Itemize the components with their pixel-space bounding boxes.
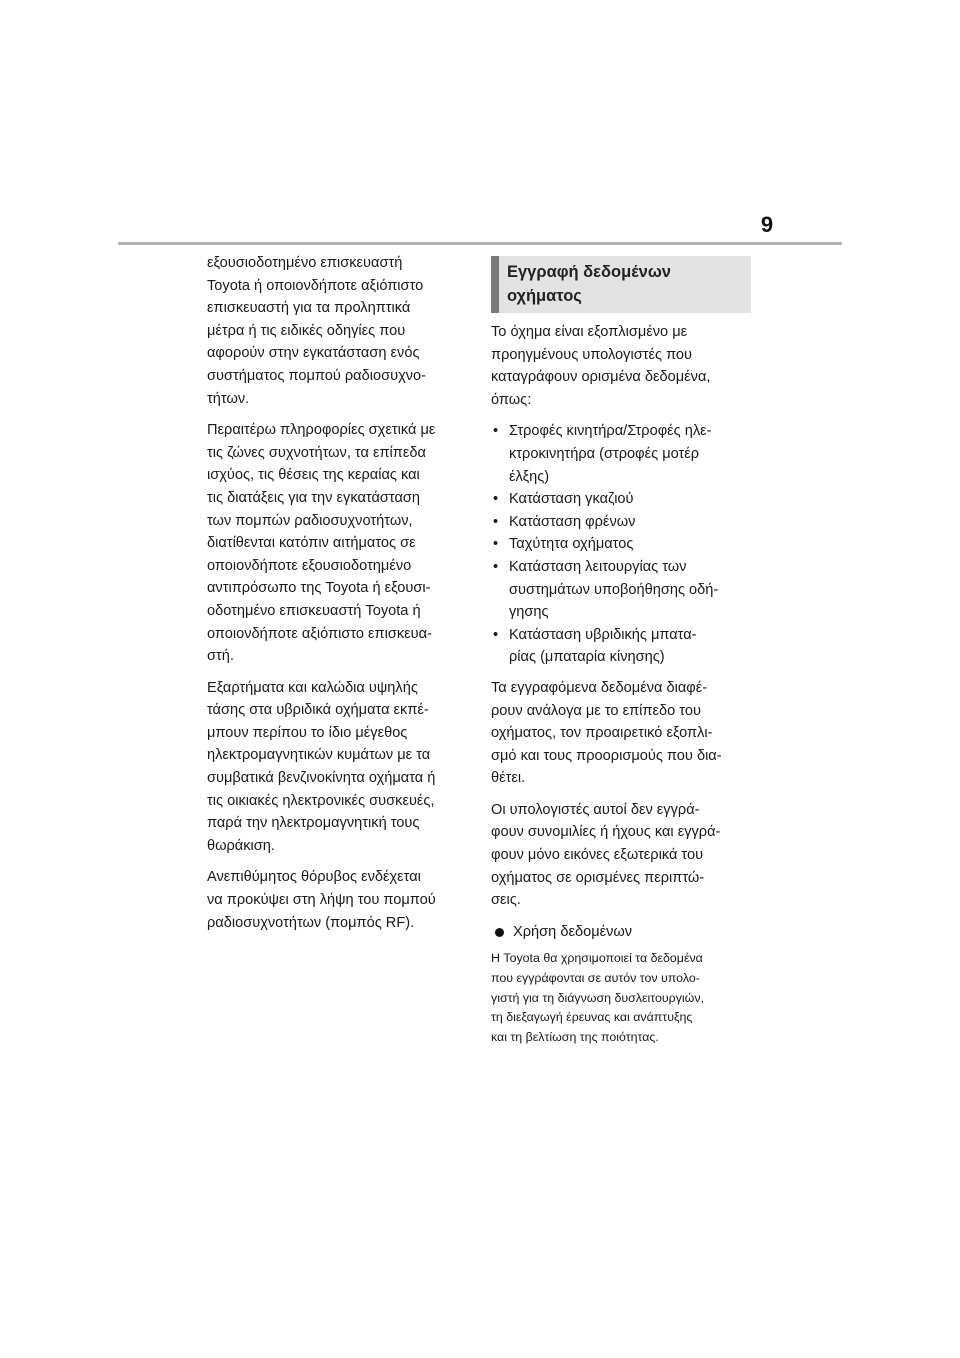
bullet-icon: • [493, 423, 499, 440]
small-paragraph: Η Toyota θα χρησιμοποιεί τα δεδομένα που εγγράφονται σε αυτόν τον υπολο- γιστή για τη διάγνωση δυσλειτουργιών, τη διεξαγωγή έρευνας και ανάπτυξης και τη βελτίωση της ποιότητας. [491, 951, 704, 1044]
filled-circle-icon [495, 928, 504, 937]
paragraph: Περαιτέρω πληροφορίες σχετικά με τις ζώνες συχνοτήτων, τα επίπεδα ισχύος, τις θέσεις της κεραίας και τις διατάξεις για την εγκατάσταση των πομπών ραδιοσυχνοτήτων, διατίθενται κατόπιν αιτήματος σε οποιονδήποτε εξουσιοδοτημένο αντιπρόσωπο της Toyota ή εξουσι- οδοτημένο επισκευαστή Toyota ή οποιονδήποτε αξιόπιστο επισκευα- στή. [207, 422, 436, 665]
subsection-title: Χρήση δεδομένων [513, 923, 633, 940]
subsection-heading [491, 921, 751, 944]
header-rule [118, 242, 842, 245]
list-item: • Στροφές κινητήρα/Στροφές ηλε- κτροκινητήρα (στροφές μοτέρ έλξης) [491, 420, 751, 488]
paragraph: Οι υπολογιστές αυτοί δεν εγγρά- φουν συνομιλίες ή ήχους και εγγρά- φουν μόνο εικόνες εξωτερικά του οχήματος σε ορισμένες περιπτώ- σεις. [491, 801, 721, 909]
list-item: • Ταχύτητα οχήματος [491, 533, 751, 556]
list-item: • Κατάσταση υβριδικής μπατα- ρίας (μπαταρία κίνησης) [491, 624, 751, 669]
left-column [207, 252, 465, 943]
bullet-icon: • [493, 558, 499, 575]
paragraph: εξουσιοδοτημένο επισκευαστή Toyota ή οποιονδήποτε αξιόπιστο επισκευαστή για τα προληπτικά μέτρα ή τις ειδικές οδηγίες που αφορούν στην εγκατάσταση ενός συστήματος πομπού ραδιοσυχνο- τήτων. [207, 255, 427, 407]
paragraph: Εξαρτήματα και καλώδια υψηλής τάσης στα υβριδικά οχήματα εκπέ- μπουν περίπου το ίδιο μέγεθος ηλεκτρομαγνητικών κυμάτων με τα συμβατικά βενζινοκίνητα οχήματα ή τις οικιακές ηλεκτρονικές συσκευές, παρά την ηλεκτρομαγνητική τους θωράκιση. [207, 679, 436, 854]
section-header [491, 256, 751, 313]
recorded-data-list [491, 420, 751, 669]
list-item: • Κατάσταση λειτουργίας των συστημάτων υποβοήθησης οδή- γησης [491, 556, 751, 624]
bullet-icon: • [493, 536, 499, 553]
paragraph: Τα εγγραφόμενα δεδομένα διαφέ- ρουν ανάλογα με το επίπεδο του οχήματος, τον προαιρετικό εξοπλι- σμό και τους προορισμούς που δια- θέτει. [491, 679, 722, 787]
bullet-icon: • [493, 626, 499, 643]
page-number: 9 [760, 212, 774, 237]
intro-paragraph: Το όχημα είναι εξοπλισμένο με προηγμένους υπολογιστές που καταγράφουν ορισμένα δεδομένα, όπως: [491, 324, 711, 408]
list-item: • Κατάσταση φρένων [491, 511, 751, 534]
right-column [491, 256, 751, 1047]
bullet-icon: • [493, 491, 499, 508]
section-title: Εγγραφή δεδομένων οχήματος [507, 263, 671, 305]
paragraph: Ανεπιθύμητος θόρυβος ενδέχεται να προκύψει στη λήψη του πομπού ραδιοσυχνοτήτων (πομπός RF). [207, 869, 436, 931]
section-header-bar [491, 256, 499, 313]
list-item: • Κατάσταση γκαζιού [491, 488, 751, 511]
bullet-icon: • [493, 513, 499, 530]
